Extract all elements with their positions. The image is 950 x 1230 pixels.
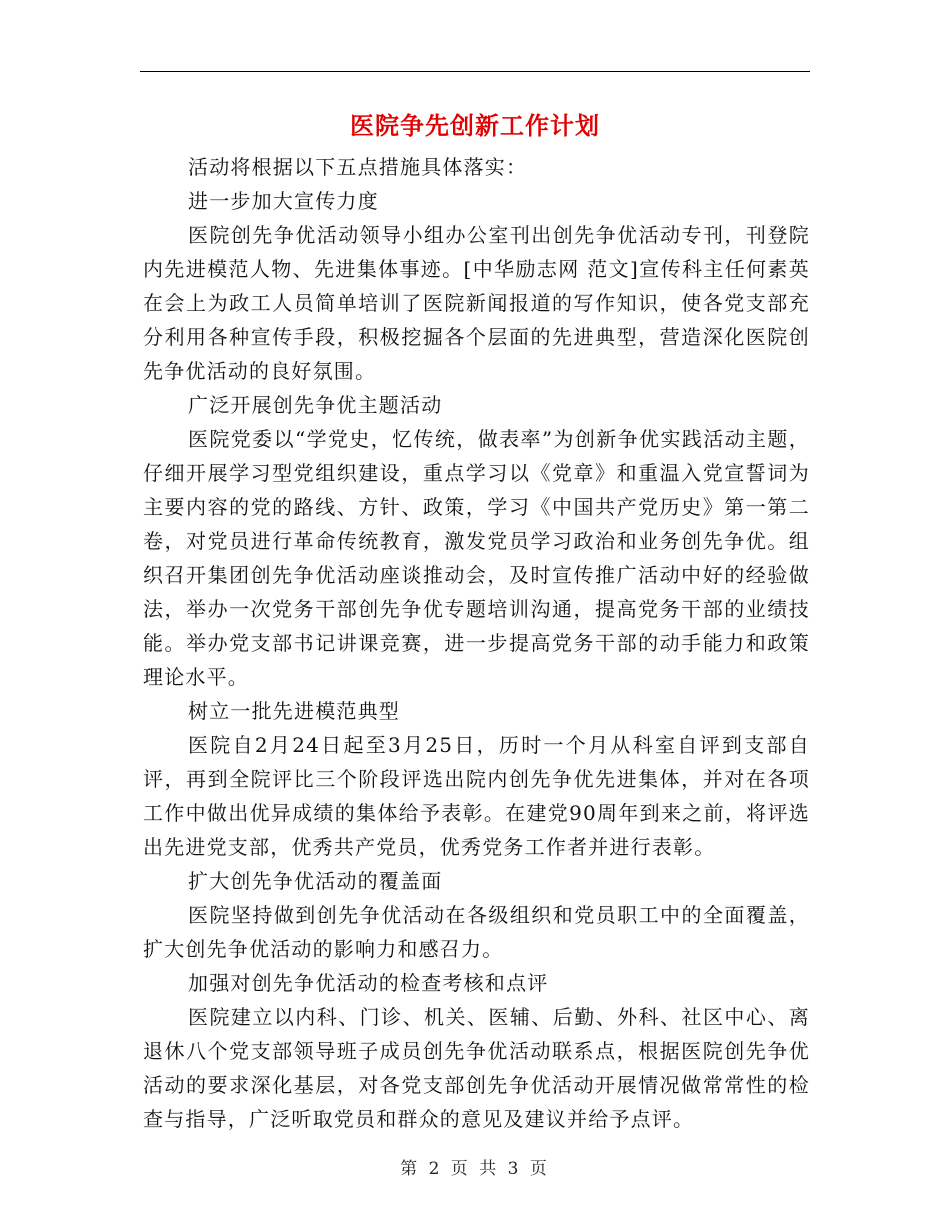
paragraph-role-models: 医院自2月24日起至3月25日，历时一个月从科室自评到支部自评，再到全院评比三个阶段评选出院内创先争优先进集体，并对在各项工作中做出优异成绩的集体给予表彰。在建党90周年到来之前，将评选出先进党支部，优秀共产党员，优秀党务工作者并进行表彰。 — [143, 733, 810, 859]
heading-publicity: 进一步加大宣传力度 — [188, 189, 379, 213]
page-title: 医院争先创新工作计划 — [350, 111, 600, 140]
paragraph-inspection: 医院建立以内科、门诊、机关、医辅、后勤、外科、社区中心、离退休八个党支部领导班子成员创先争优活动联系点，根据医院创先争优活动的要求深化基层，对各党支部创先争优活动开展情况做常常性的检查与指导，广泛听取党员和群众的意见及建议并给予点评。 — [143, 1005, 810, 1131]
page-number-footer: 第 2 页 共 3 页 — [400, 1159, 550, 1179]
paragraph-publicity: 医院创先争优活动领导小组办公室刊出创先争优活动专刊，刊登院内先进模范人物、先进集体事迹。[中华励志网 范文]宣传科主任何素英在会上为政工人员简单培训了医院新闻报道的写作知识，使各党支部充分利用各种宣传手段，积极挖掘各个层面的先进典型，营造深化医院创先争优活动的良好氛围。 — [143, 223, 810, 383]
heading-theme-activities: 广泛开展创先争优主题活动 — [188, 393, 443, 417]
paragraph-coverage: 医院坚持做到创先争优活动在各级组织和党员职工中的全面覆盖，扩大创先争优活动的影响力和感召力。 — [143, 903, 810, 961]
paragraph-theme-activities: 医院党委以“学党史，忆传统，做表率”为创新争优实践活动主题，仔细开展学习型党组织建设，重点学习以《党章》和重温入党宣誓词为主要内容的党的路线、方针、政策，学习《中国共产党历史》第一第二卷，对党员进行革命传统教育，激发党员学习政治和业务创先争优。组织召开集团创先争优活动座谈推动会，及时宣传推广活动中好的经验做法，举办一次党务干部创先争优专题培训沟通，提高党务干部的业绩技能。举办党支部书记讲课竞赛，进一步提高党务干部的动手能力和政策理论水平。 — [143, 427, 810, 689]
document-body — [143, 150, 810, 1136]
paragraph-intro: 活动将根据以下五点措施具体落实： — [188, 155, 528, 179]
heading-inspection: 加强对创先争优活动的检查考核和点评 — [188, 971, 549, 995]
heading-coverage: 扩大创先争优活动的覆盖面 — [188, 869, 443, 893]
heading-role-models: 树立一批先进模范典型 — [188, 699, 400, 723]
header-rule — [140, 71, 810, 72]
